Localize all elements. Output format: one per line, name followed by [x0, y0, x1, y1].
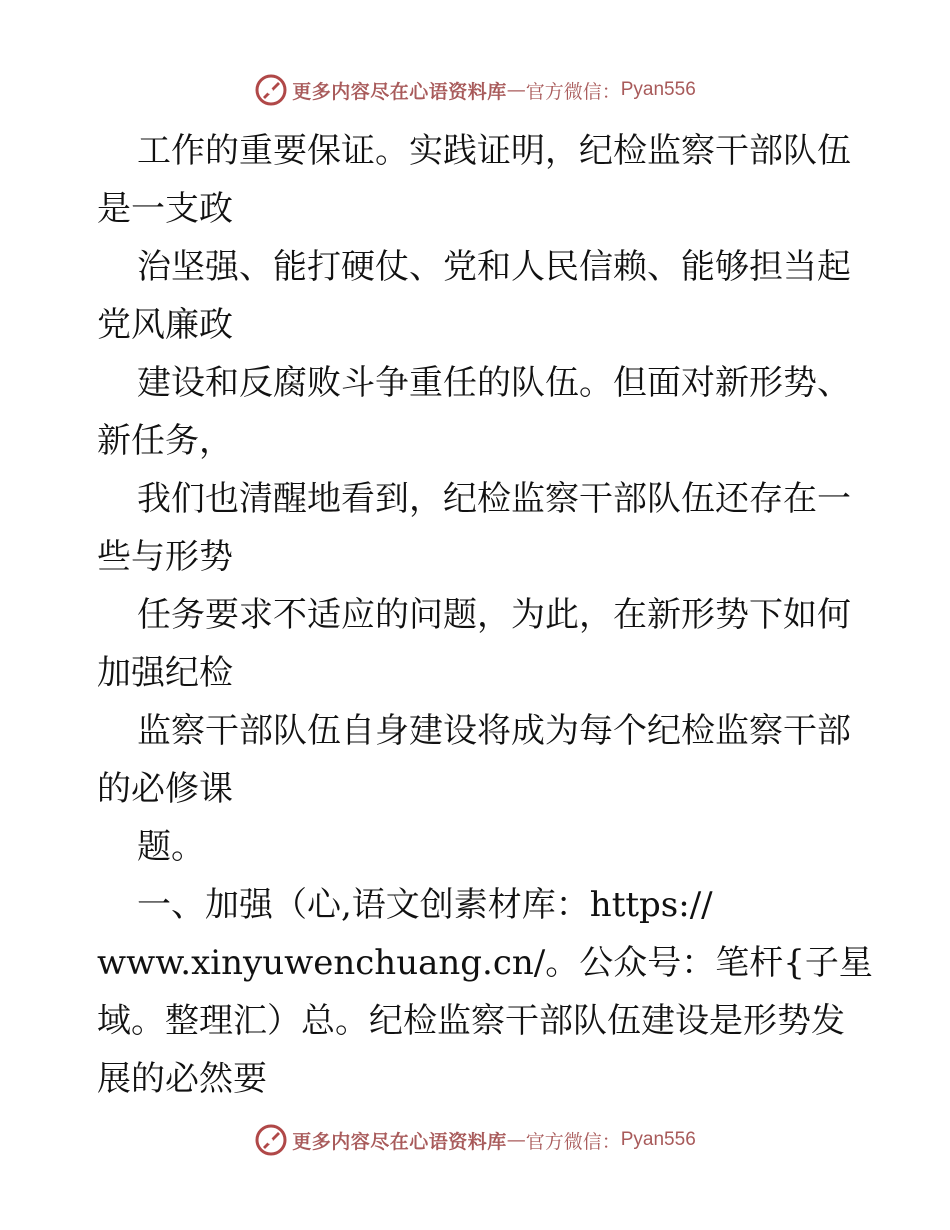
banner-wechat-label: 官方微信：: [525, 1130, 621, 1153]
body-line: 的必修课: [97, 769, 233, 809]
body-line: 域。整理汇）总。纪检监察干部队伍建设是形势发: [97, 1001, 845, 1041]
banner-title: 更多内容尽在心语资料库: [292, 80, 507, 103]
body-line: 治坚强、能打硬仗、党和人民信赖、能够担当起: [137, 247, 851, 287]
body-line: 展的必然要: [97, 1059, 267, 1099]
quill-logo-icon: [254, 73, 288, 107]
body-line: 加强纪检: [97, 653, 233, 693]
body-line: 题。: [137, 827, 205, 867]
footer-banner: [0, 1120, 950, 1160]
body-line: 党风廉政: [97, 305, 233, 345]
body-line: 新任务，: [97, 421, 233, 461]
banner-wechat-id: Pyan556: [620, 1129, 696, 1150]
body-line: 些与形势: [97, 537, 233, 577]
body-line: 是一支政: [97, 189, 233, 229]
body-line: 一、加强（心,语文创素材库：https://: [137, 885, 713, 925]
header-banner: [0, 70, 950, 110]
body-line: 我们也清醒地看到，纪检监察干部队伍还存在一: [137, 479, 851, 519]
body-line: 任务要求不适应的问题，为此，在新形势下如何: [137, 595, 851, 635]
body-line: www.xinyuwenchuang.cn/。公众号：笔杆{子星: [97, 943, 873, 983]
body-line: 建设和反腐败斗争重任的队伍。但面对新形势、: [137, 363, 851, 403]
banner-separator: —: [506, 79, 526, 101]
banner-wechat-label: 官方微信：: [525, 80, 621, 103]
quill-logo-icon: [254, 1123, 288, 1157]
body-line: 监察干部队伍自身建设将成为每个纪检监察干部: [137, 711, 851, 751]
document-body: [97, 122, 873, 1108]
banner-wechat-id: Pyan556: [620, 79, 696, 100]
banner-separator: —: [506, 1129, 526, 1151]
banner-title: 更多内容尽在心语资料库: [292, 1130, 507, 1153]
body-line: 工作的重要保证。实践证明，纪检监察干部队伍: [137, 131, 851, 171]
